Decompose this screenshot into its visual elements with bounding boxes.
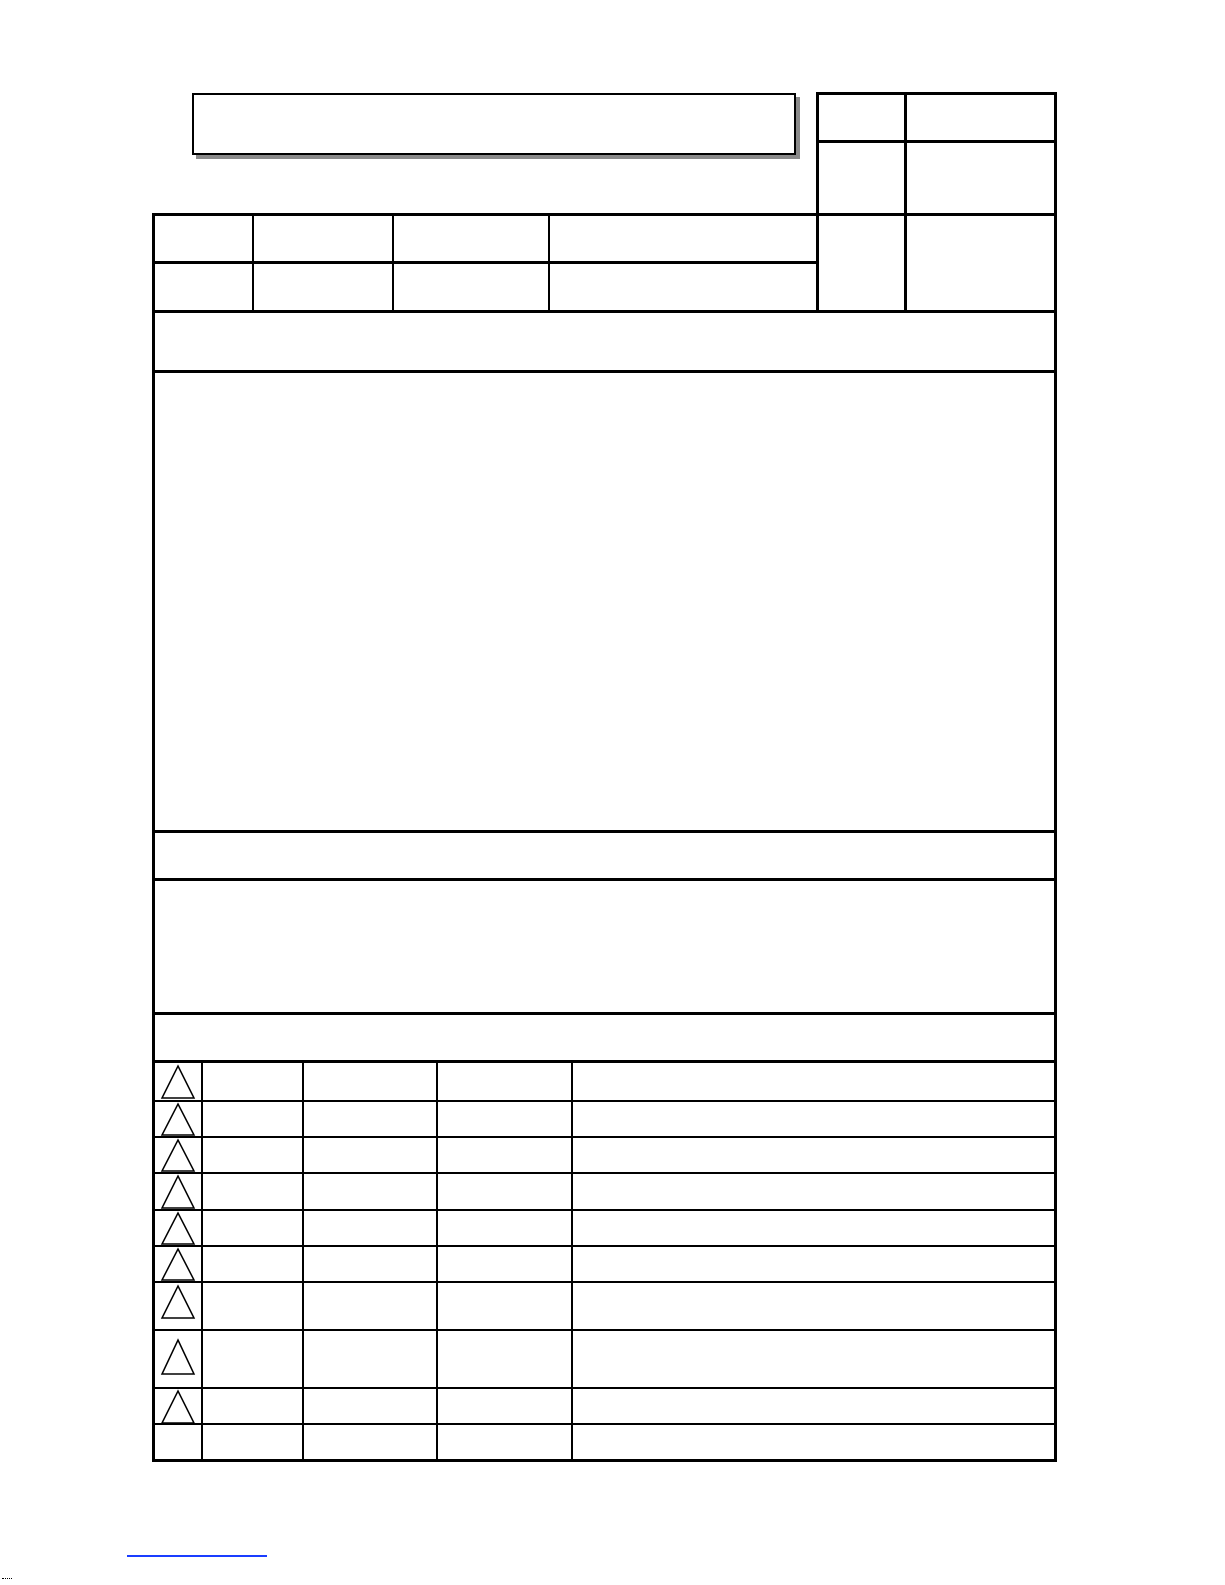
- rev-desc-9: [573, 1389, 1054, 1423]
- info-r1-c1: [155, 216, 252, 261]
- rev-rev-5: [438, 1211, 571, 1245]
- document-title: [194, 95, 794, 153]
- rev-desc-3: [573, 1138, 1054, 1172]
- rev-author-5: [304, 1211, 436, 1245]
- info-r1-c4: [550, 216, 816, 261]
- triangle-outline-icon: [160, 1138, 196, 1173]
- rev-date-7: [203, 1283, 302, 1329]
- info-r2-c2: [254, 264, 392, 310]
- rev-author-3: [304, 1138, 436, 1172]
- info-r1-c3: [394, 216, 548, 261]
- rev-date-10: [203, 1425, 302, 1459]
- rev-date-4: [203, 1174, 302, 1209]
- rev-author-1: [304, 1063, 436, 1100]
- header-label-2: [819, 143, 904, 213]
- rev-author-10: [304, 1425, 436, 1459]
- rev-author-6: [304, 1247, 436, 1281]
- triangle-outline-icon: [160, 1389, 196, 1425]
- rev-date-2: [203, 1102, 302, 1136]
- info-r2-c3: [394, 264, 548, 310]
- rev-rev-8: [438, 1331, 571, 1387]
- triangle-outline-icon: [160, 1064, 196, 1100]
- triangle-outline-icon: [160, 1284, 196, 1320]
- section-1-title: [155, 313, 1054, 370]
- rev-author-7: [304, 1283, 436, 1329]
- rev-date-6: [203, 1247, 302, 1281]
- triangle-outline-icon: [160, 1211, 196, 1246]
- section-1-body: [155, 373, 1054, 830]
- rev-desc-4: [573, 1174, 1054, 1209]
- revision-table-title: [155, 1015, 1054, 1060]
- rev-desc-1: [573, 1063, 1054, 1100]
- rev-rev-2: [438, 1102, 571, 1136]
- triangle-outline-icon: [160, 1338, 196, 1376]
- header-value-1: [907, 95, 1054, 140]
- rev-rev-6: [438, 1247, 571, 1281]
- rev-rev-7: [438, 1283, 571, 1329]
- rev-desc-6: [573, 1247, 1054, 1281]
- rev-desc-2: [573, 1102, 1054, 1136]
- rev-desc-8: [573, 1331, 1054, 1387]
- rev-rev-4: [438, 1174, 571, 1209]
- document-title-box: [192, 93, 796, 155]
- section-2-title: [155, 833, 1054, 878]
- page-corner-mark: [2, 1572, 12, 1579]
- rev-author-8: [304, 1331, 436, 1387]
- info-r2-c1: [155, 264, 252, 310]
- info-r2-c4: [550, 264, 816, 310]
- info-r1-c2: [254, 216, 392, 261]
- rev-rev-3: [438, 1138, 571, 1172]
- rev-desc-10: [573, 1425, 1054, 1459]
- triangle-outline-icon: [160, 1174, 196, 1210]
- rev-desc-7: [573, 1283, 1054, 1329]
- rev-rev-10: [155, 1425, 201, 1459]
- header-value-2: [907, 143, 1054, 213]
- rev-author-2: [304, 1102, 436, 1136]
- header-label-1: [819, 95, 904, 140]
- rev-date-8: [203, 1331, 302, 1387]
- rev-rev-9: [438, 1389, 571, 1423]
- footer-link[interactable]: [127, 1555, 267, 1557]
- rev-date-1: [203, 1063, 302, 1100]
- triangle-outline-icon: [160, 1102, 196, 1137]
- header-value-3: [907, 216, 1054, 310]
- header-label-3: [819, 216, 904, 310]
- triangle-outline-icon: [160, 1247, 196, 1282]
- rev-date-9: [203, 1389, 302, 1423]
- rev-author-9: [304, 1389, 436, 1423]
- rev-date-5: [203, 1211, 302, 1245]
- section-2-body: [155, 881, 1054, 1012]
- rev-author-4: [304, 1174, 436, 1209]
- rev-desc-5: [573, 1211, 1054, 1245]
- rev-rev-1: [438, 1063, 571, 1100]
- rev-date-3: [203, 1138, 302, 1172]
